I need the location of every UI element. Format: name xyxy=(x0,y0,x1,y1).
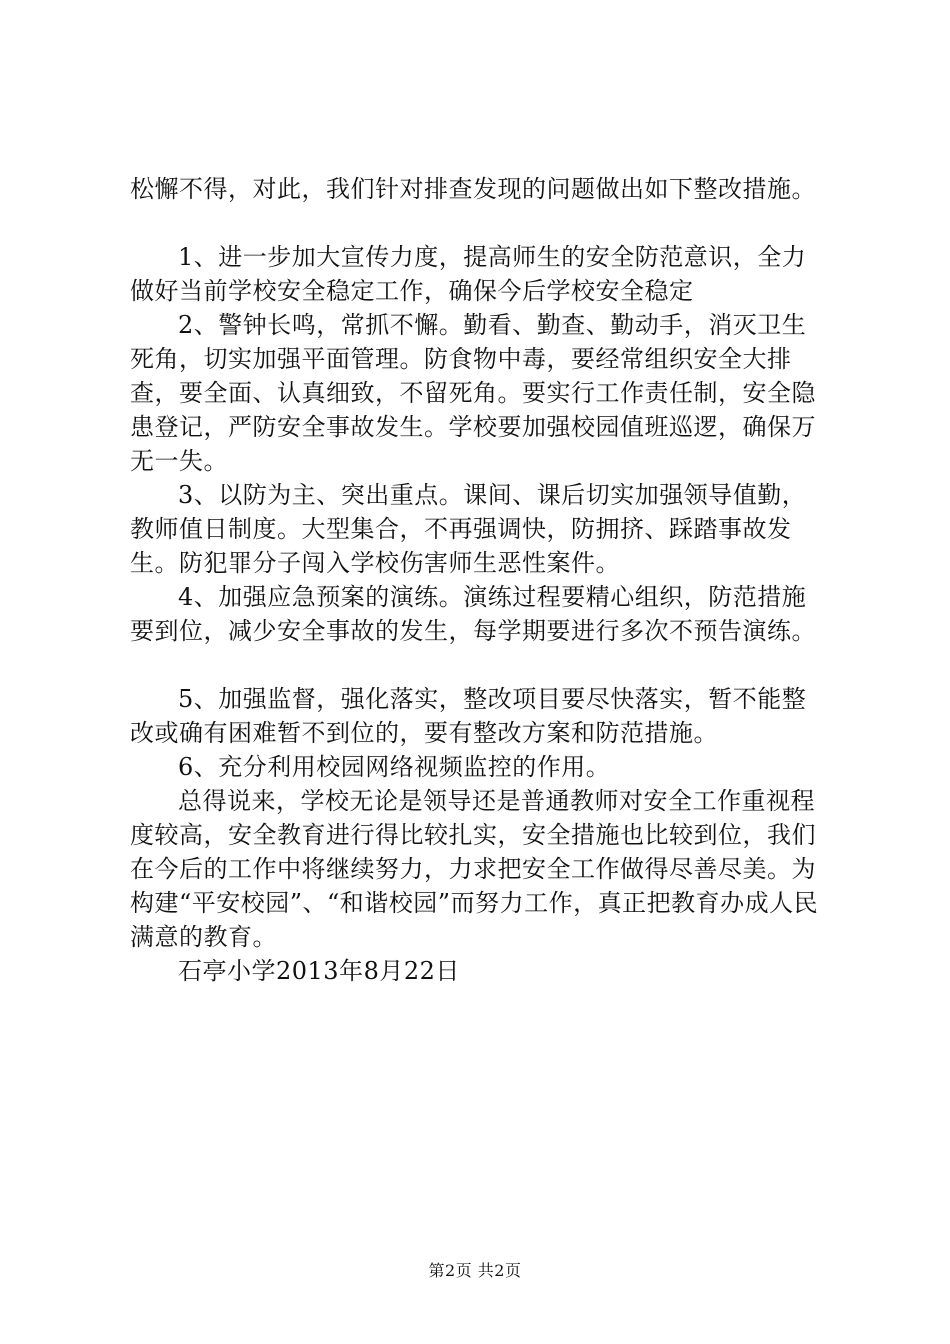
paragraph-measure-2: 2、警钟长鸣，常抓不懈。勤看、勤查、勤动手，消灭卫生死角，切实加强平面管理。防食物中毒，要经常组织安全大排查，要全面、认真细致，不留死角。要实行工作责任制，安全隐患登记，严防安全事故发生。学校要加强校园值班巡逻，确保万无一失。 xyxy=(130,311,816,475)
page-number: 第2页 共2页 xyxy=(428,1261,522,1280)
paragraph-measure-1: 1、进一步加大宣传力度，提高师生的安全防范意识，全力做好当前学校安全稳定工作，确保今后学校安全稳定 xyxy=(130,243,807,305)
paragraph-summary: 总得说来，学校无论是领导还是普通教师对安全工作重视程度较高，安全教育进行得比较扎实，安全措施也比较到位，我们在今后的工作中将继续努力，力求把安全工作做得尽善尽美。为构建“平安校园”、“和谐校园”而努力工作，真正把教育办成人民满意的教育。 xyxy=(130,787,819,951)
paragraph-measure-6: 6、充分利用校园网络视频监控的作用。 xyxy=(178,753,611,781)
paragraph-measure-4: 4、加强应急预案的演练。演练过程要精心组织，防范措施要到位，减少安全事故的发生，每学期要进行多次不预告演练。 xyxy=(130,583,816,645)
paragraph-measure-3: 3、以防为主、突出重点。课间、课后切实加强领导值勤，教师值日制度。大型集合，不再强调快，防拥挤、踩踏事故发生。防犯罪分子闯入学校伤害师生恶性案件。 xyxy=(130,481,807,577)
paragraph-measure-5: 5、加强监督，强化落实，整改项目要尽快落实，暂不能整改或确有困难暂不到位的，要有整改方案和防范措施。 xyxy=(130,685,807,747)
signature-date: 石亭小学2013年8月22日 xyxy=(178,957,460,985)
document-body xyxy=(130,172,830,988)
paragraph-continuation: 松懈不得，对此，我们针对排查发现的问题做出如下整改措施。 xyxy=(130,175,816,203)
